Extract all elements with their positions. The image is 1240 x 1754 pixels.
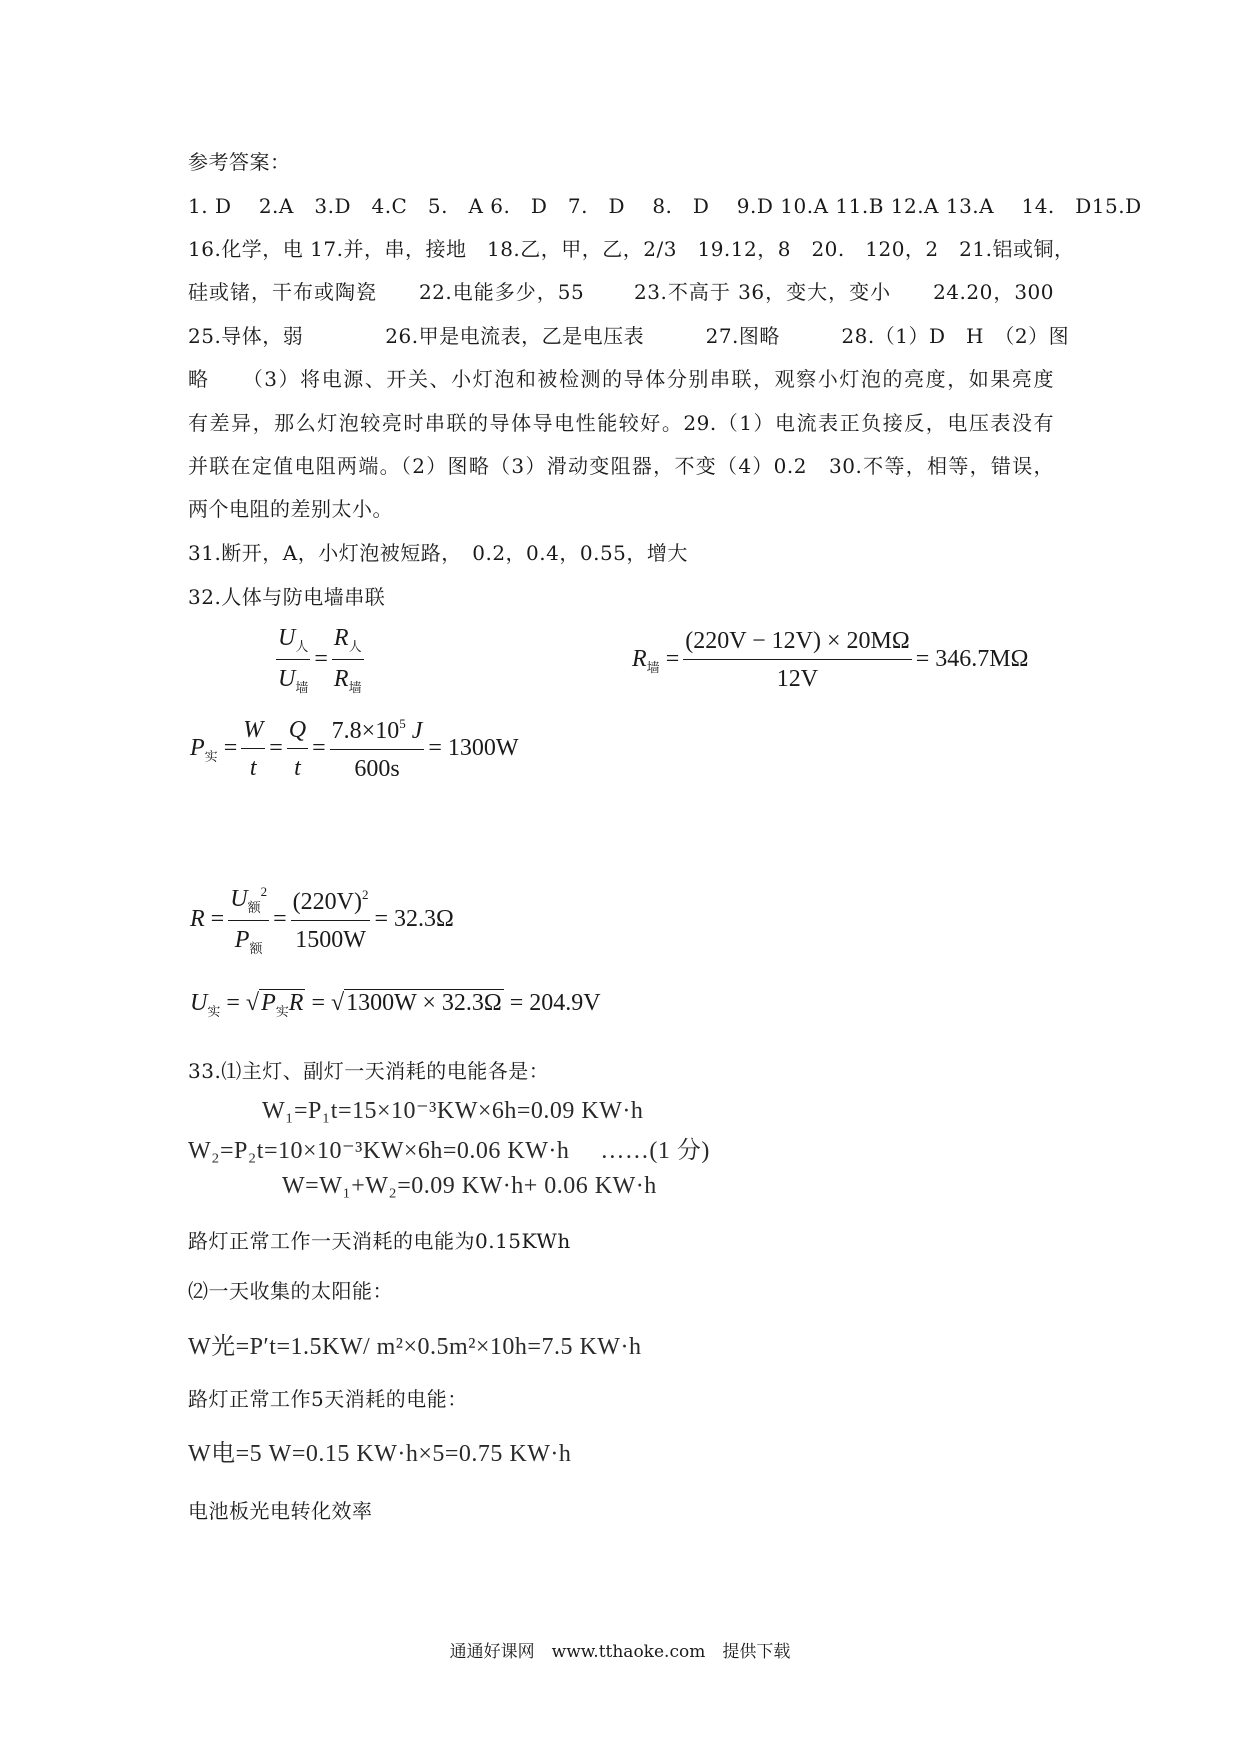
answer-line-8: 两个电阻的差别太小。 [188, 497, 393, 521]
q33-w-total-formula: W=W₁+W₂=0.09 KW·h+ 0.06 KW·h [282, 1173, 657, 1199]
answer-line-7: 并联在定值电阻两端。（2）图略（3）滑动变阻器，不变（4）0.2 30.不等，相等，错误， [188, 454, 1054, 478]
q33-w1-formula: W₁=P₁t=15×10⁻³KW×6h=0.09 KW·h [262, 1098, 644, 1124]
q33-part2: ⑵一天收集的太阳能： [188, 1279, 393, 1303]
answer-q31: 31.断开，A，小灯泡被短路， 0.2，0.4，0.55，增大 [188, 541, 688, 565]
answer-line-2: 16.化学，电 17.并，串，接地 18.乙，甲，乙，2/3 19.12，8 20. 120，2 21.铝或铜， [188, 237, 1075, 261]
q33-efficiency: 电池板光电转化效率 [188, 1499, 373, 1523]
answer-q32: 32.人体与防电墙串联 [188, 585, 386, 609]
q33-five-days: 路灯正常工作5天消耗的电能： [188, 1387, 468, 1411]
page-footer: 通通好课网 www.tthaoke.com 提供下载 [449, 1642, 791, 1662]
formula-rated-resistance: R = $\frac{U_额^2}{P_额}$ = $\frac{(220V)^2}{1500W}$ = 32.3Ω [190, 884, 454, 956]
q33-w2-formula: W₂=P₂t=10×10⁻³KW×6h=0.06 KW·h ……(1 分) [188, 1138, 710, 1164]
formula-actual-voltage: $U_实 = √P_实R = √1300W \times 32.3\Omega = 204.9V$ [190, 990, 601, 1019]
answer-line-4: 25.导体，弱 26.甲是电流表，乙是电压表 27.图略 28.（1）D H （2）图 [188, 324, 1070, 348]
q33-w-light-formula: W光=P′t=1.5KW/ m²×0.5m²×10h=7.5 KW·h [188, 1334, 642, 1360]
formula-wall-resistance: $R_墙$ = $\frac{(220V - 12V) \times 20M\Omega}{12V}$ = 346.7MΩ [632, 628, 1029, 692]
answer-heading: 参考答案： [188, 150, 291, 174]
answer-line-5: 略 （3）将电源、开关、小灯泡和被检测的导体分别串联，观察小灯泡的亮度，如果亮度 [188, 367, 1054, 391]
answer-line-3: 硅或锗，干布或陶瓷 22.电能多少，55 23.不高于 36，变大，变小 24.20，300 [188, 280, 1054, 304]
answer-q33: 33.⑴主灯、副灯一天消耗的电能各是： [188, 1059, 550, 1083]
answer-line-1: 1. D 2.A 3.D 4.C 5. A 6. D 7. D 8. D 9.D 10.A 11.B 12.A 13.A 14. D15.D [188, 194, 1142, 218]
q33-w-electric-formula: W电=5 W=0.15 KW·h×5=0.75 KW·h [188, 1441, 572, 1467]
formula-voltage-ratio: $\frac{U_人}{U_墙}$ = $\frac{R_人}{R_墙}$ [278, 625, 362, 695]
q33-result: 路灯正常工作一天消耗的电能为0.15KWh [188, 1229, 571, 1253]
formula-actual-power: $P_实$ = $\frac{W}{t}$ = $\frac{Q}{t}$ = $\frac{7.8\times 10^5 J}{600s}$ = 1300W [190, 716, 519, 782]
answer-line-6: 有差异，那么灯泡较亮时串联的导体导电性能较好。29.（1）电流表正负接反，电压表没有 [188, 411, 1054, 435]
